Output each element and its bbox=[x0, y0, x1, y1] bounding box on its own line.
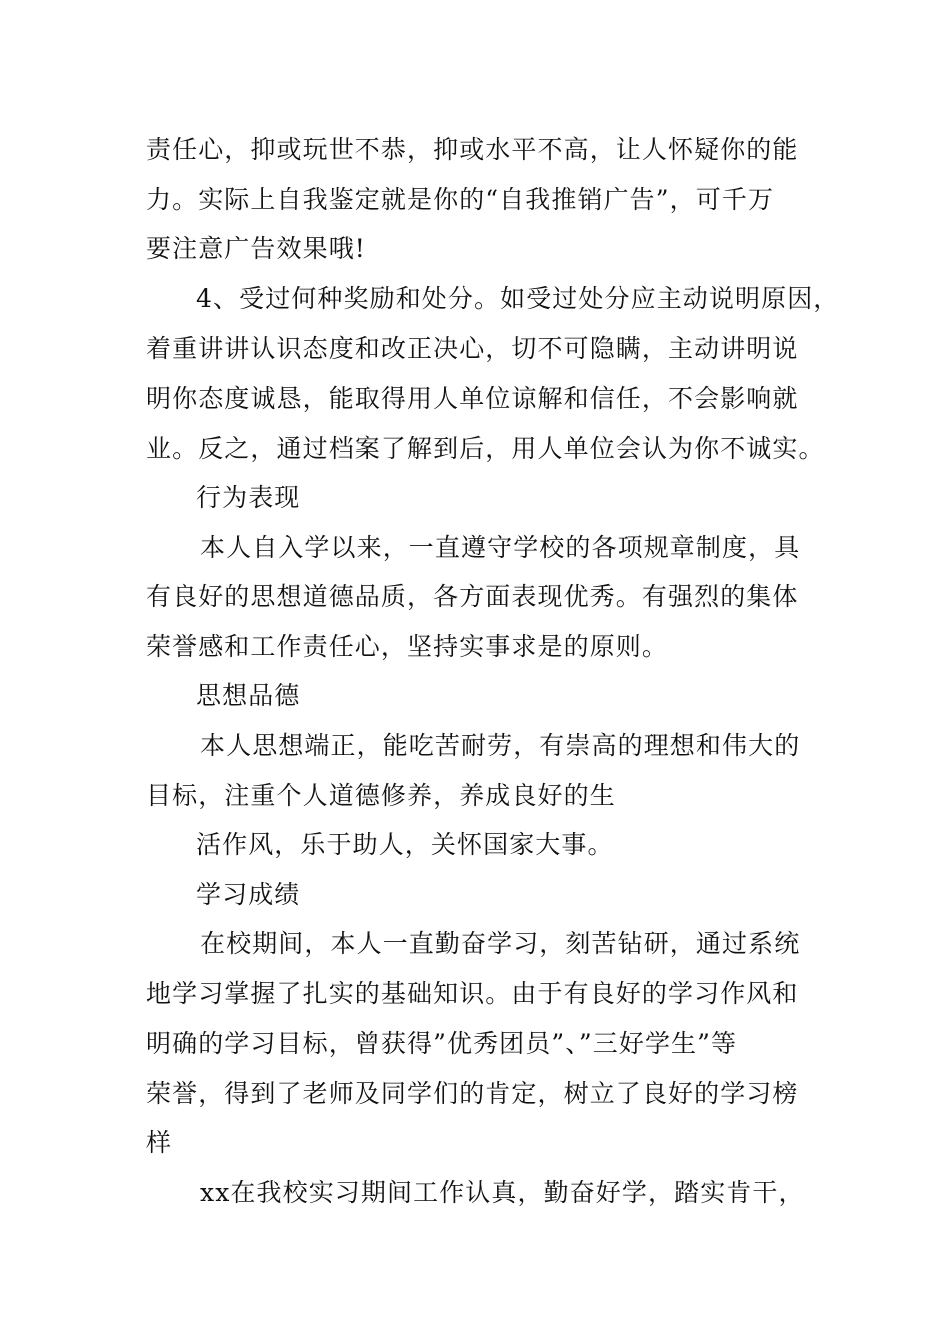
paragraph-line: 责任心，抑或玩世不恭，抑或水平不高，让人怀疑你的能 bbox=[146, 135, 799, 164]
section-heading: 学习成绩 bbox=[196, 880, 301, 909]
paragraph-line: 荣誉感和工作责任心，坚持实事求是的原则。 bbox=[146, 632, 669, 661]
paragraph-line: 业。反之，通过档案了解到后，用人单位会认为你不诚实。 bbox=[146, 434, 825, 463]
paragraph-line: 4、受过何种奖励和处分。如受过处分应主动说明原因， bbox=[196, 284, 840, 313]
section-heading: 行为表现 bbox=[196, 483, 301, 512]
section-heading: 思想品德 bbox=[196, 681, 301, 710]
paragraph-line: 着重讲讲认识态度和改正决心，切不可隐瞒，主动讲明说 bbox=[146, 334, 799, 363]
paragraph-line: xx在我校实习期间工作认真，勤奋好学，踏实肯干， bbox=[200, 1178, 805, 1207]
paragraph-line: 活作风，乐于助人，关怀国家大事。 bbox=[196, 830, 614, 859]
paragraph-line: 样 bbox=[146, 1128, 173, 1157]
paragraph-line: 力。实际上自我鉴定就是你的“自我推销广告”，可千万 bbox=[146, 185, 775, 214]
paragraph-line: 明确的学习目标，曾获得”优秀团员”、”三好学生”等 bbox=[146, 1029, 738, 1058]
paragraph-line: 地学习掌握了扎实的基础知识。由于有良好的学习作风和 bbox=[146, 979, 799, 1008]
paragraph-line: 要注意广告效果哦! bbox=[146, 234, 366, 263]
paragraph-line: 有良好的思想道德品质，各方面表现优秀。有强烈的集体 bbox=[146, 582, 799, 611]
paragraph-line: 在校期间，本人一直勤奋学习，刻苦钻研，通过系统 bbox=[200, 929, 801, 958]
paragraph-line: 明你态度诚恳，能取得用人单位谅解和信任，不会影响就 bbox=[146, 384, 799, 413]
paragraph-line: 荣誉，得到了老师及同学们的肯定，树立了良好的学习榜 bbox=[146, 1079, 799, 1108]
paragraph-line: 目标，注重个人道德修养，养成良好的生 bbox=[146, 781, 616, 810]
paragraph-line: 本人自入学以来，一直遵守学校的各项规章制度，具 bbox=[200, 533, 801, 562]
paragraph-line: 本人思想端正，能吃苦耐劳，有崇高的理想和伟大的 bbox=[200, 731, 801, 760]
